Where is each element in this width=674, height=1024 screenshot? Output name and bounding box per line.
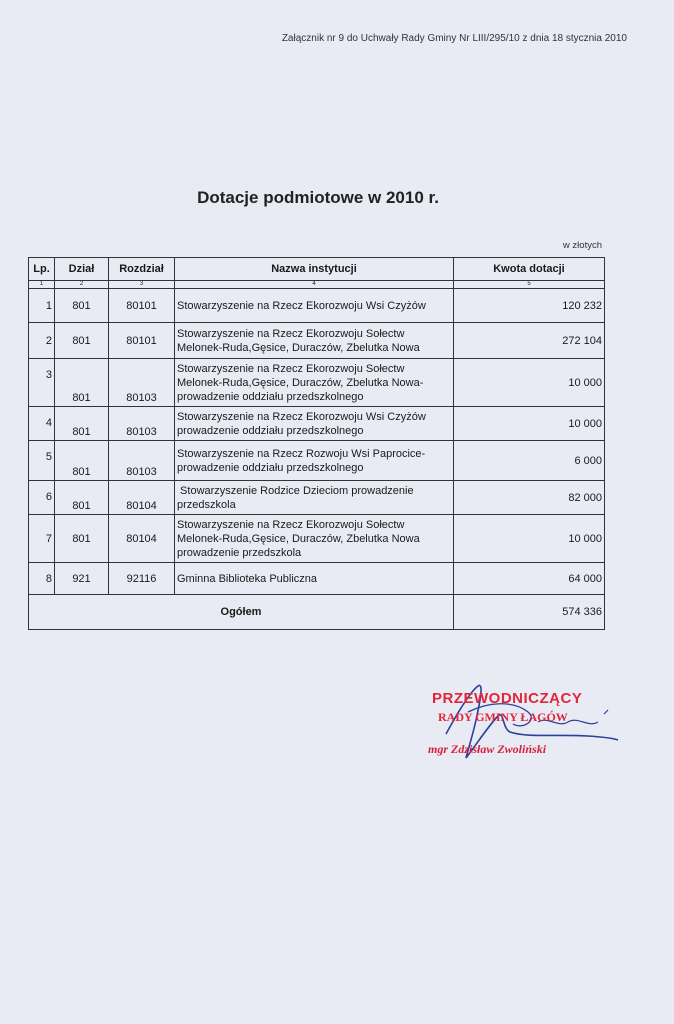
cell-kwota: 10 000 bbox=[454, 359, 605, 407]
header-lp: Lp. bbox=[29, 258, 55, 281]
header-nazwa: Nazwa instytucji bbox=[175, 258, 454, 281]
name-line: prowadzenie oddziału przedszkolnego bbox=[177, 390, 364, 403]
cell-dzial: 801 bbox=[55, 359, 109, 407]
cell-lp: 6 bbox=[29, 481, 55, 515]
cell-dzial: 801 bbox=[55, 515, 109, 563]
cell-kwota: 82 000 bbox=[454, 481, 605, 515]
cell-rozdzial: 80103 bbox=[109, 407, 175, 441]
document-title: Dotacje podmiotowe w 2010 r. bbox=[197, 188, 439, 207]
cell-nazwa bbox=[175, 289, 454, 323]
name-line: przedszkola bbox=[177, 498, 236, 511]
cell-nazwa bbox=[175, 407, 454, 441]
cell-lp: 3 bbox=[29, 359, 55, 407]
name-line: Melonek-Ruda,Gęsice, Duraczów, Zbelutka Nowa bbox=[177, 341, 420, 354]
total-label: Ogółem bbox=[29, 595, 454, 630]
cell-rozdzial: 92116 bbox=[109, 563, 175, 595]
total-row bbox=[29, 595, 605, 630]
cell-nazwa bbox=[175, 441, 454, 481]
cell-dzial: 801 bbox=[55, 407, 109, 441]
name-line: prowadzenie oddziału przedszkolnego bbox=[177, 461, 364, 474]
table-header-row bbox=[29, 258, 605, 281]
cell-dzial: 801 bbox=[55, 481, 109, 515]
cell-lp: 7 bbox=[29, 515, 55, 563]
name-line: Stowarzyszenie na Rzecz Ekorozwoju Wsi Czyżów bbox=[177, 299, 426, 312]
name-line: Stowarzyszenie na Rzecz Ekorozwoju Wsi Czyżów bbox=[177, 410, 426, 423]
cell-dzial: 921 bbox=[55, 563, 109, 595]
stamp-title: PRZEWODNICZĄCY bbox=[432, 690, 583, 707]
attachment-note: Załącznik nr 9 do Uchwały Rady Gminy Nr LIII/295/10 z dnia 18 stycznia 2010 bbox=[281, 33, 627, 44]
name-line: Stowarzyszenie Rodzice Dzieciom prowadzenie bbox=[177, 484, 414, 497]
table-row bbox=[29, 481, 605, 515]
table-row bbox=[29, 289, 605, 323]
name-line: Melonek-Ruda,Gęsice, Duraczów, Zbelutka Nowa bbox=[177, 532, 420, 545]
cell-nazwa bbox=[175, 481, 454, 515]
header-dzial: Dział bbox=[55, 258, 109, 281]
cell-lp: 8 bbox=[29, 563, 55, 595]
chairman-stamp bbox=[418, 672, 648, 772]
cell-kwota: 10 000 bbox=[454, 515, 605, 563]
cell-lp: 4 bbox=[29, 407, 55, 441]
column-number: 4 bbox=[175, 281, 454, 289]
column-number: 5 bbox=[454, 281, 605, 289]
total-amount: 574 336 bbox=[454, 595, 605, 630]
cell-kwota: 6 000 bbox=[454, 441, 605, 481]
header-kwota: Kwota dotacji bbox=[454, 258, 605, 281]
cell-dzial: 801 bbox=[55, 289, 109, 323]
cell-rozdzial: 80104 bbox=[109, 515, 175, 563]
name-line: prowadzenie przedszkola bbox=[177, 546, 302, 559]
header-rozdzial: Rozdział bbox=[109, 258, 175, 281]
grants-table bbox=[28, 257, 605, 630]
cell-rozdzial: 80104 bbox=[109, 481, 175, 515]
cell-kwota: 120 232 bbox=[454, 289, 605, 323]
table-row bbox=[29, 359, 605, 407]
cell-nazwa bbox=[175, 359, 454, 407]
name-line: Melonek-Ruda,Gęsice, Duraczów, Zbelutka Nowa- bbox=[177, 376, 424, 389]
unit-note: w złotych bbox=[562, 240, 602, 251]
column-number: 2 bbox=[55, 281, 109, 289]
name-line: prowadzenie oddziału przedszkolnego bbox=[177, 424, 364, 437]
cell-lp: 5 bbox=[29, 441, 55, 481]
name-line: Gminna Biblioteka Publiczna bbox=[177, 572, 318, 585]
cell-rozdzial: 80101 bbox=[109, 323, 175, 359]
column-number-row bbox=[29, 281, 605, 289]
cell-lp: 2 bbox=[29, 323, 55, 359]
cell-nazwa bbox=[175, 323, 454, 359]
table-row bbox=[29, 563, 605, 595]
table-row bbox=[29, 515, 605, 563]
cell-nazwa bbox=[175, 515, 454, 563]
table-row bbox=[29, 323, 605, 359]
cell-nazwa bbox=[175, 563, 454, 595]
cell-rozdzial: 80101 bbox=[109, 289, 175, 323]
name-line: Stowarzyszenie na Rzecz Rozwoju Wsi Paprocice- bbox=[177, 447, 426, 460]
cell-kwota: 272 104 bbox=[454, 323, 605, 359]
cell-lp: 1 bbox=[29, 289, 55, 323]
cell-kwota: 64 000 bbox=[454, 563, 605, 595]
column-number: 3 bbox=[109, 281, 175, 289]
name-line: Stowarzyszenie na Rzecz Ekorozwoju Sołectw bbox=[177, 362, 405, 375]
name-line: Stowarzyszenie na Rzecz Ekorozwoju Sołectw bbox=[177, 327, 405, 340]
cell-kwota: 10 000 bbox=[454, 407, 605, 441]
column-number: 1 bbox=[29, 281, 55, 289]
table-row bbox=[29, 407, 605, 441]
stamp-name: mgr Zdzisław Zwoliński bbox=[428, 742, 547, 756]
stamp-institution: RADY GMINY ŁAGÓW bbox=[438, 710, 568, 724]
cell-rozdzial: 80103 bbox=[109, 359, 175, 407]
cell-dzial: 801 bbox=[55, 323, 109, 359]
name-line: Stowarzyszenie na Rzecz Ekorozwoju Sołectw bbox=[177, 518, 405, 531]
cell-dzial: 801 bbox=[55, 441, 109, 481]
table-row bbox=[29, 441, 605, 481]
cell-rozdzial: 80103 bbox=[109, 441, 175, 481]
